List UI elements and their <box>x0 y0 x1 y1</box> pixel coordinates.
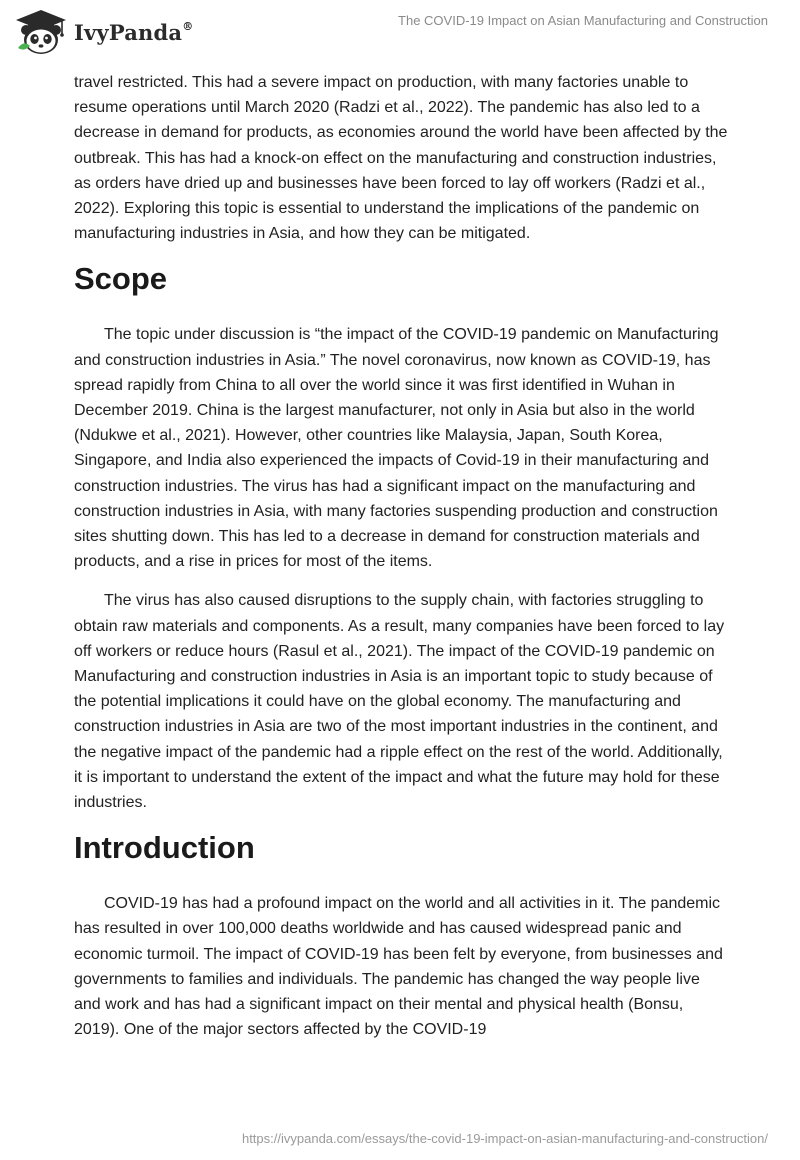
paragraph-scope-1: The topic under discussion is “the impact of the COVID-19 pandemic on Manufacturing and construction industries in Asia.” The novel coronavirus, now known as COVID-19, has spread rapidly from China to all over the world since it was first identified in Wuhan in December 2019. China is the largest manufacturer, not only in Asia but also in the world (Ndukwe et al., 2021). However, other countries like Malaysia, Japan, South Korea, Singapore, and India also experienced the impacts of Covid-19 in their manufacturing and construction industries. The virus has had a significant impact on the manufacturing and construction industries in Asia, with many factories suspending production and construction sites shutting down. This has led to a decrease in demand for construction materials and products, and a rise in prices for most of the items. <box>74 326 719 571</box>
document-title: The COVID-19 Impact on Asian Manufacturing and Construction <box>398 13 768 28</box>
page-header <box>0 0 800 66</box>
source-url-link[interactable]: https://ivypanda.com/essays/the-covid-19-impact-on-asian-manufacturing-and-construction/ <box>241 1131 768 1146</box>
heading-introduction: Introduction <box>74 830 255 866</box>
brand-name: IvyPanda® <box>74 19 194 45</box>
paragraph-scope-2: The virus has also caused disruptions to the supply chain, with factories struggling to obtain raw materials and components. As a result, many companies have been forced to lay off workers or reduce hours (Rasul et al., 2021). The impact of the COVID-19 pandemic on Manufacturing and construction industries in Asia is an important topic to study because of the potential implications it could have on the global economy. The manufacturing and construction industries in Asia are two of the most important industries in the continent, and the negative impact of the pandemic had a ripple effect on the rest of the world. Additionally, it is important to understand the extent of the impact and what the future may hold for these industries. <box>74 592 725 812</box>
essay-content <box>74 70 730 1057</box>
heading-scope: Scope <box>74 261 168 297</box>
ivypanda-logo[interactable] <box>14 8 193 56</box>
panda-logo-icon <box>14 8 68 56</box>
paragraph-introduction-1: COVID-19 has had a profound impact on the world and all activities in it. The pandemic has resulted in over 100,000 deaths worldwide and has caused widespread panic and economic turmoil. The impact of COVID-19 has been felt by everyone, from businesses and governments to families and individuals. The pandemic has changed the way people live and work and has had a significant impact on their mental and physical health (Bonsu, 2019). One of the major sectors affected by the COVID-19 <box>74 895 723 1039</box>
paragraph-intro-continued: travel restricted. This had a severe impact on production, with many factories unable to resume operations until March 2020 (Radzi et al., 2022). The pandemic has also led to a decrease in demand for products, as economies around the world have been affected by the outbreak. This has had a knock-on effect on the manufacturing and construction industries, as orders have dried up and businesses have been forced to lay off workers (Radzi et al., 2022). Exploring this topic is essential to understand the implications of the pandemic on manufacturing industries in Asia, and how they can be mitigated. <box>74 74 728 243</box>
